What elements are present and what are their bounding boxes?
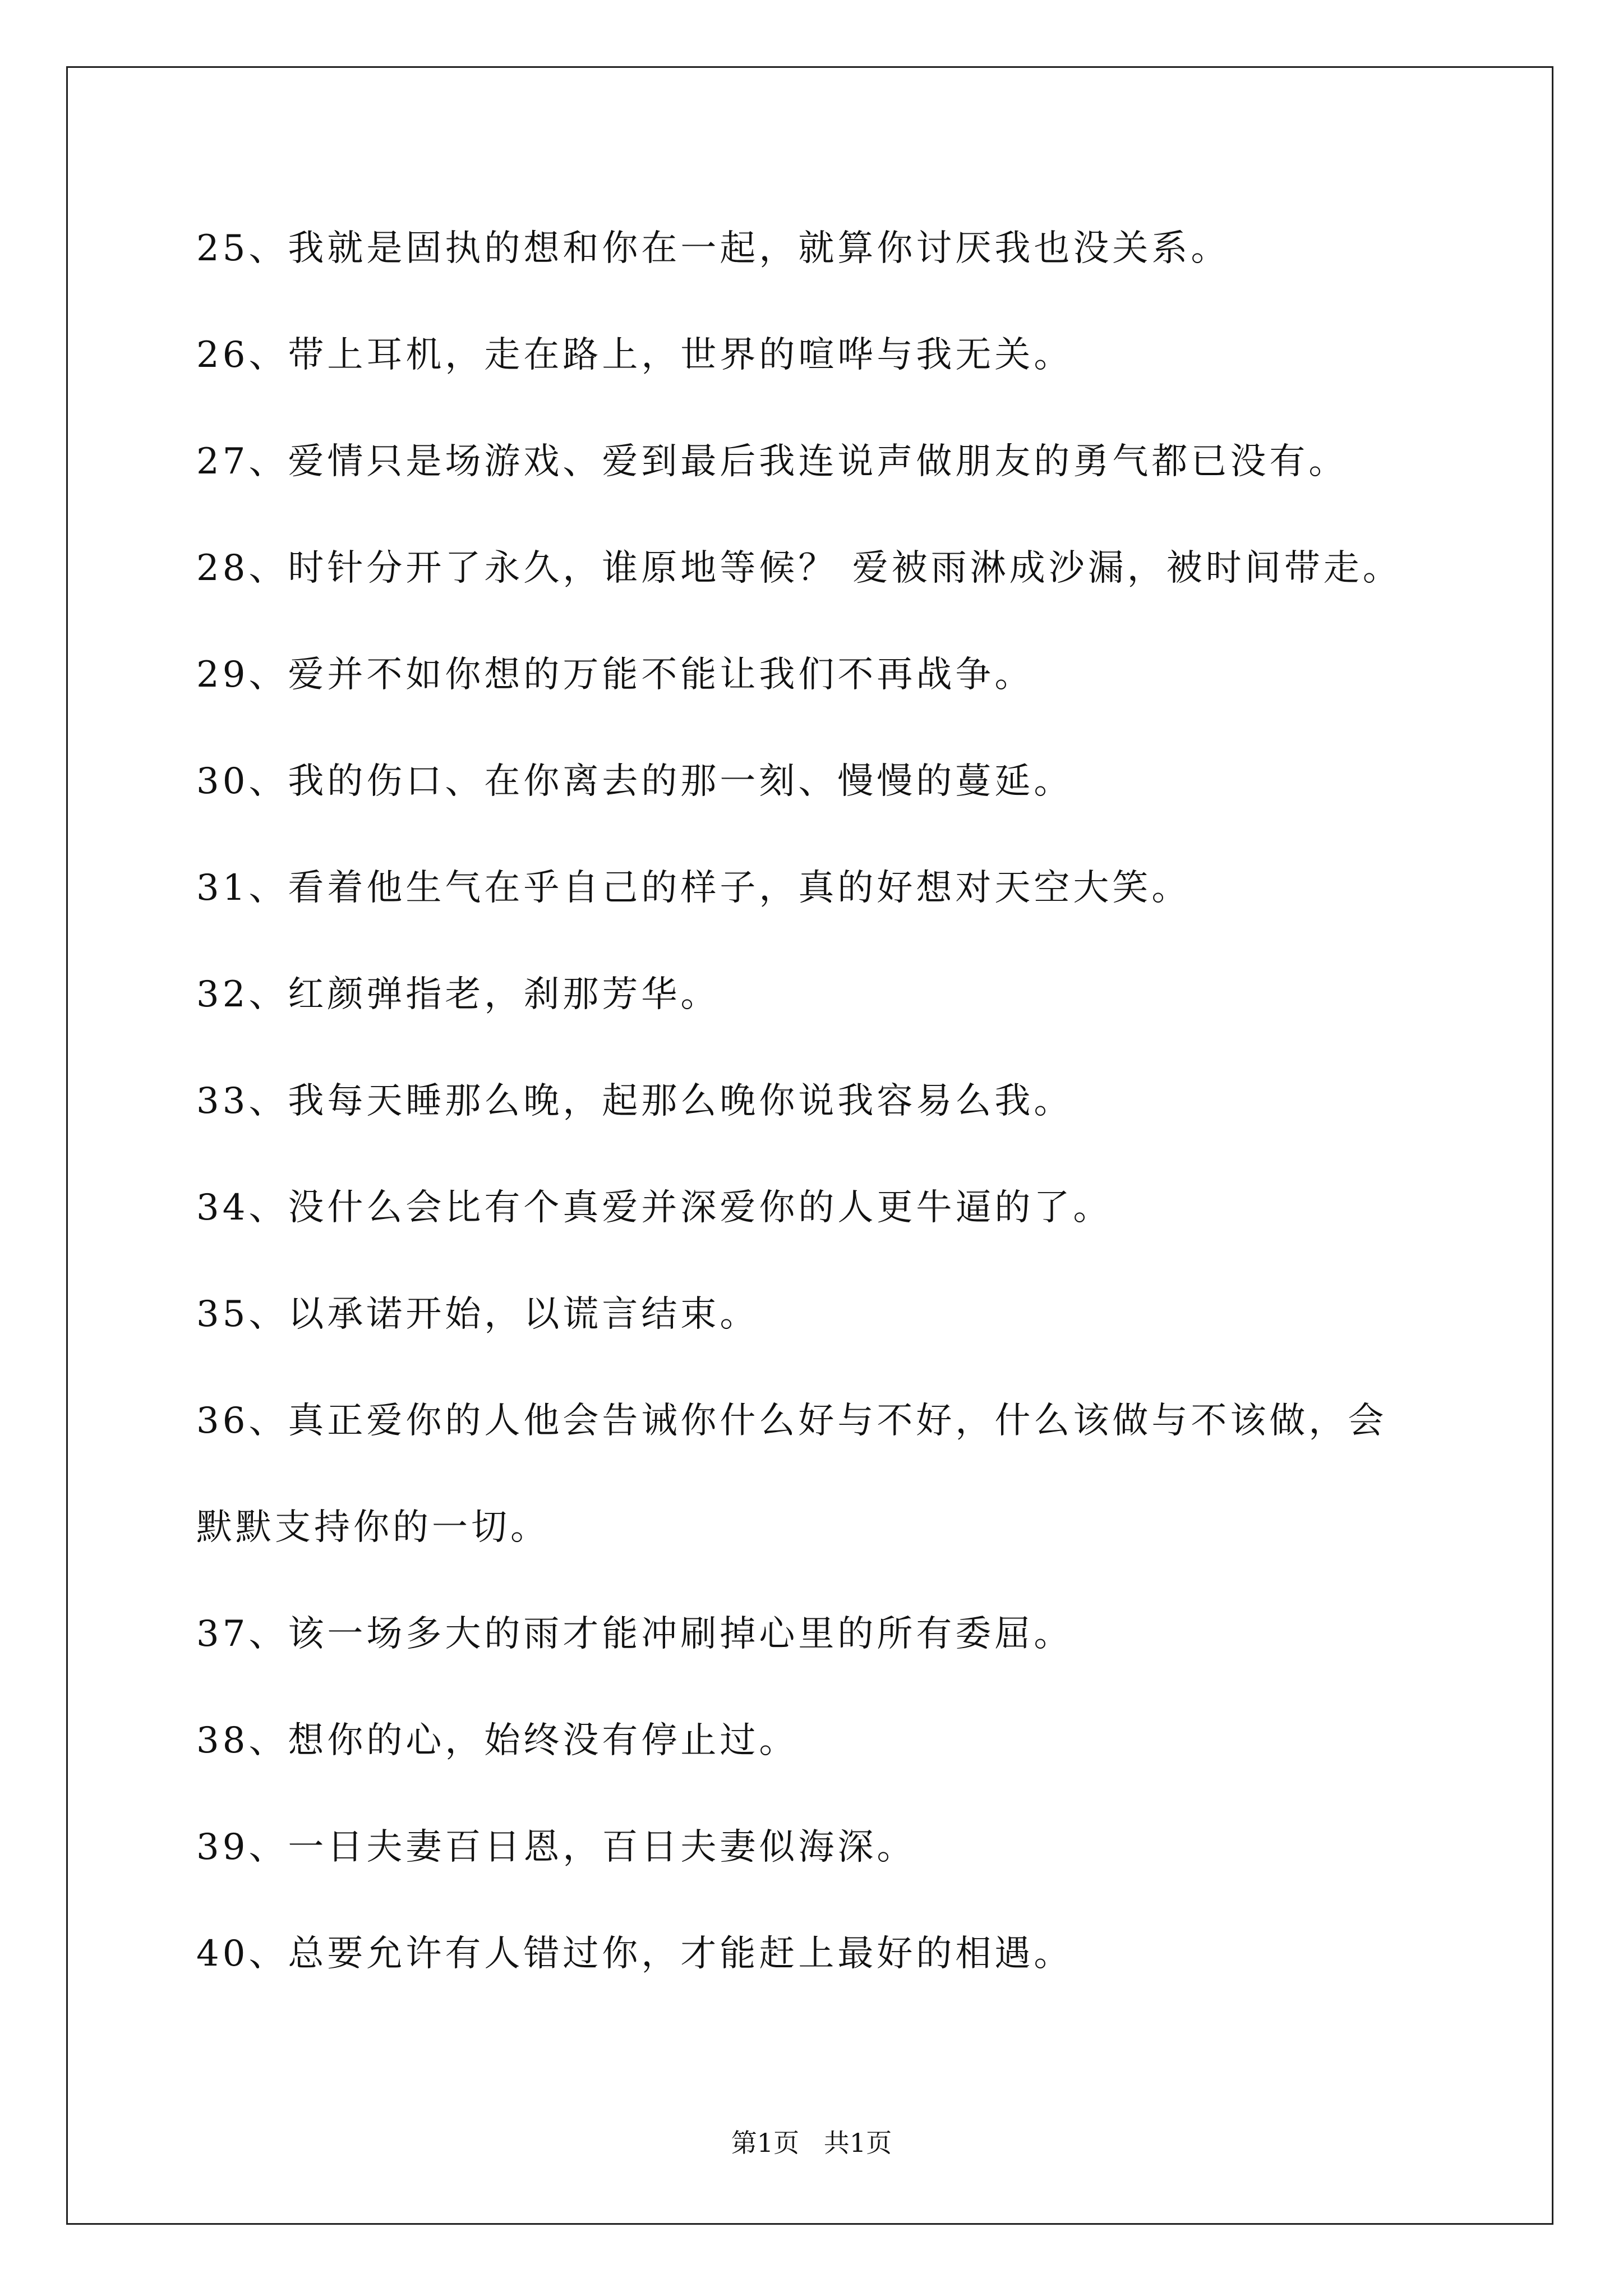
quote-line-29: 29、爱并不如你想的万能不能让我们不再战争。 (196, 654, 1034, 696)
quote-line-40: 40、总要允许有人错过你，才能赶上最好的相遇。 (196, 1933, 1073, 1975)
quote-line-26: 26、带上耳机，走在路上，世界的喧哗与我无关。 (196, 334, 1073, 376)
quote-line-32: 32、红颜弹指老，刹那芳华。 (196, 974, 720, 1015)
quote-line-31: 31、看着他生气在乎自己的样子，真的好想对天空大笑。 (196, 867, 1191, 909)
page-number-footer: 第1页 共1页 (731, 2128, 892, 2158)
quote-line-27: 27、爱情只是场游戏、爱到最后我连说声做朋友的勇气都已没有。 (196, 441, 1348, 482)
quote-line-38: 38、想你的心，始终没有停止过。 (196, 1720, 799, 1761)
quote-line-36-continued: 默默支持你的一切。 (196, 1507, 550, 1548)
quote-line-37: 37、该一场多大的雨才能冲刷掉心里的所有委屈。 (196, 1613, 1073, 1655)
document-body (196, 222, 1486, 2033)
quote-line-36: 36、真正爱你的人他会告诫你什么好与不好，什么该做与不该做，会 (196, 1400, 1387, 1442)
quote-line-39: 39、一日夫妻百日恩，百日夫妻似海深。 (196, 1826, 916, 1868)
quote-line-34: 34、没什么会比有个真爱并深爱你的人更牛逼的了。 (196, 1187, 1113, 1228)
quote-line-30: 30、我的伤口、在你离去的那一刻、慢慢的蔓延。 (196, 761, 1073, 802)
quote-line-35: 35、以承诺开始，以谎言结束。 (196, 1294, 759, 1335)
quote-line-28: 28、时针分开了永久，谁原地等候？ 爱被雨淋成沙漏，被时间带走。 (196, 547, 1402, 589)
quote-line-33: 33、我每天睡那么晚，起那么晚你说我容易么我。 (196, 1080, 1073, 1122)
quote-line-25: 25、我就是固执的想和你在一起，就算你讨厌我也没关系。 (196, 228, 1230, 269)
